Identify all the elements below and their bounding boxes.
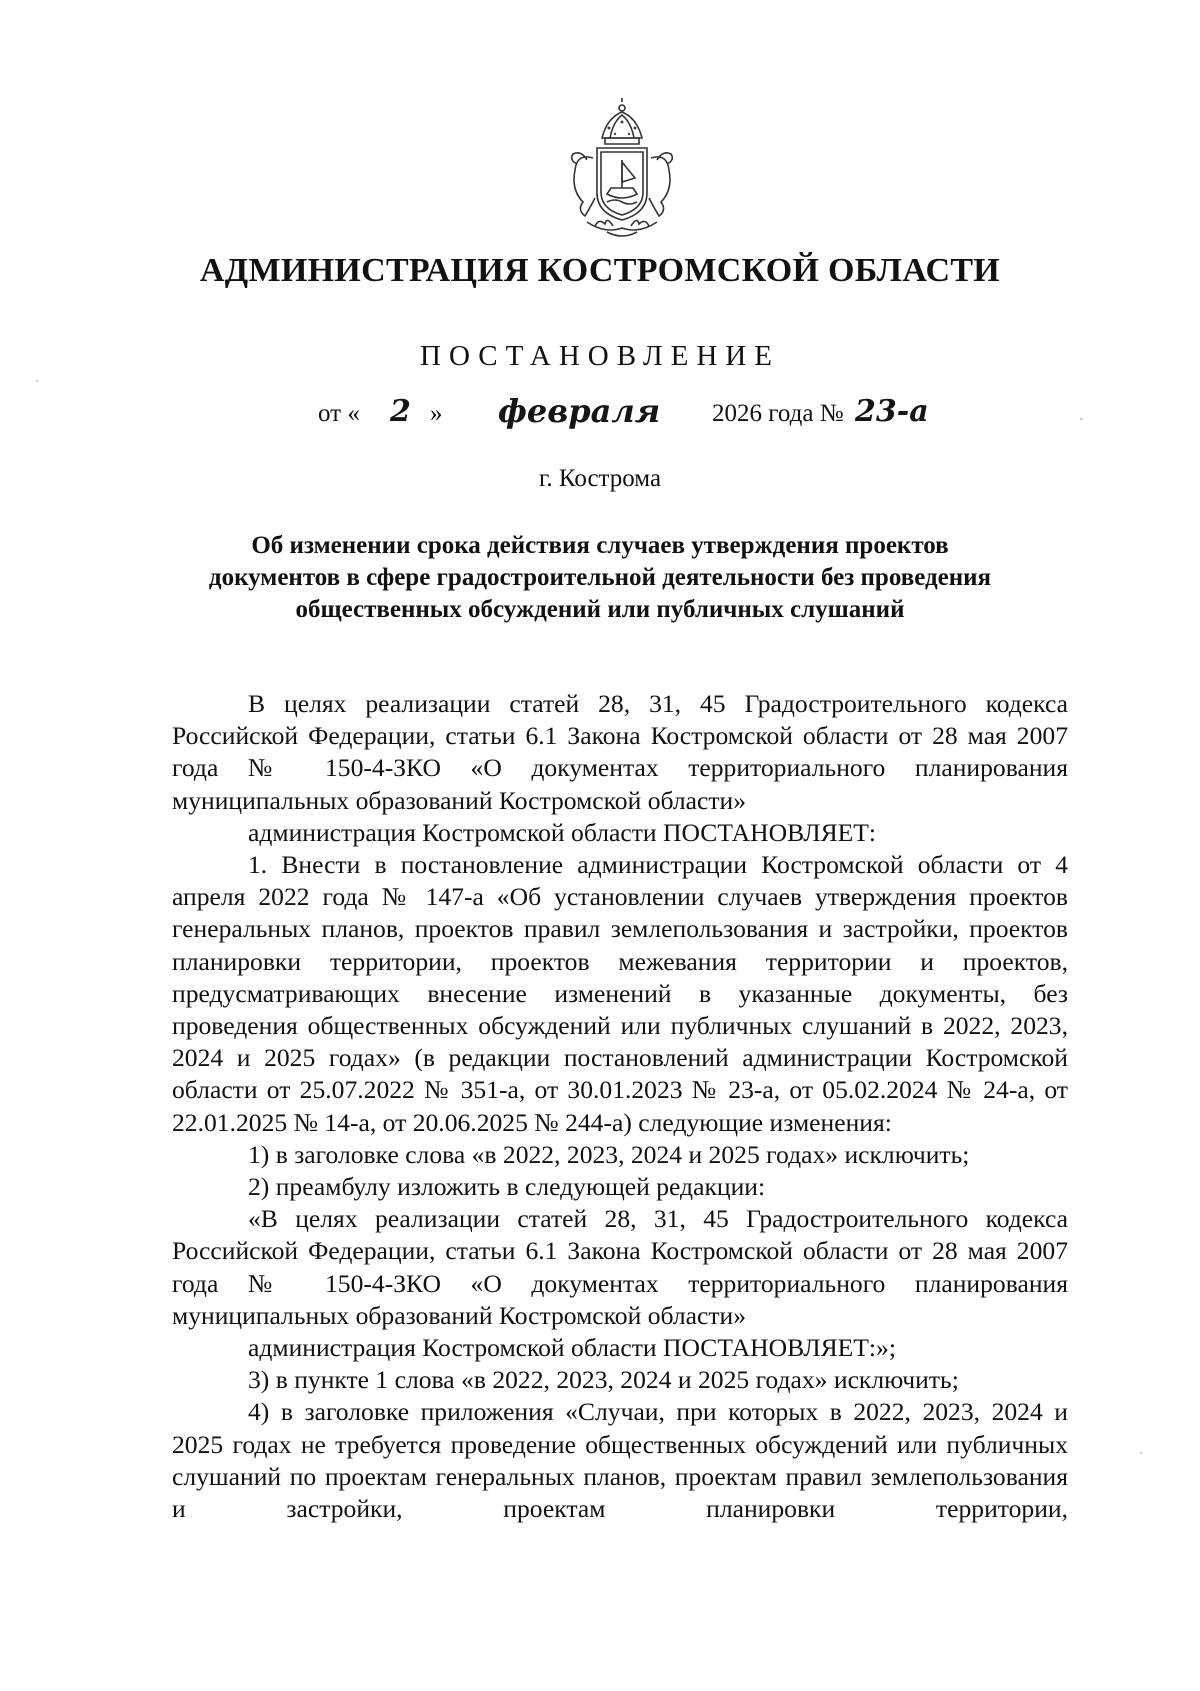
preamble-paragraph: В целях реализации статей 28, 31, 45 Градостроительного кодекса Российской Федерации, статьи 6.1 Закона Костромской области от 28 мая 2007 года № 150-4-ЗКО «О документах территориального планирования муниципальных образований Костромской области» — [172, 689, 1068, 815]
scan-speck — [1080, 418, 1083, 420]
subitem-2-paragraph: 2) преамбулу изложить в следующей редакции: — [248, 1172, 766, 1202]
date-number-line — [0, 392, 1200, 450]
title-line: общественных обсуждений или публичных слушаний — [295, 596, 905, 623]
coat-of-arms-emblem — [547, 98, 697, 246]
date-prefix: от « — [318, 400, 360, 427]
authority-name: АДМИНИСТРАЦИЯ КОСТРОМСКОЙ ОБЛАСТИ — [199, 252, 1001, 289]
subitem-4-paragraph: 4) в заголовке приложения «Случаи, при которых в 2022, 2023, 2024 и 2025 годах не требуется проведение общественных обсуждений или публичных слушаний по проектам генеральных планов, проектам правил землепользования и застройки, проектам планировки территории, — [172, 1397, 1068, 1524]
handwritten-number: 23-а — [855, 394, 929, 429]
title-line: Об изменении срока действия случаев утверждения проектов — [251, 532, 949, 559]
item-1-paragraph: 1. Внести в постановление администрации Костромской области от 4 апреля 2022 года № 147-а «Об установлении случаев утверждения проектов генеральных планов, проектов правил землепользования и застройки, проектов планировки территории, проектов межевания территории и проектов, предусматривающих внесение изменений в указанные документы, без проведения общественных обсуждений или публичных слушаний в 2022, 2023, 2024 и 2025 годах» (в редакции постановлений администрации Костромской области от 25.07.2022 № 351-а, от 30.01.2023 № 23-а, от 05.02.2024 № 24-а, от 22.01.2025 № 14-а, от 20.06.2025 № 244-а) следующие изменения: — [172, 850, 1068, 1137]
new-resolves-paragraph: администрация Костромской области ПОСТАНОВЛЯЕТ:»; — [248, 1333, 896, 1363]
subitem-3-paragraph: 3) в пункте 1 слова «в 2022, 2023, 2024 и 2025 годах» исключить; — [248, 1365, 959, 1395]
scan-speck — [36, 380, 38, 382]
scan-speck — [1140, 1452, 1142, 1454]
document-body — [172, 688, 1068, 1525]
city: г. Кострома — [538, 465, 662, 492]
new-preamble-paragraph: «В целях реализации статей 28, 31, 45 Градостроительного кодекса Российской Федерации, статьи 6.1 Закона Костромской области от 28 мая 2007 года № 150-4-ЗКО «О документах территориального планирования муниципальных образований Костромской области» — [172, 1204, 1068, 1330]
title-line: документов в сфере градостроительной деятельности без проведения — [208, 564, 992, 591]
document-type: ПОСТАНОВЛЕНИЕ — [420, 340, 780, 372]
document-title — [150, 530, 1050, 626]
resolves-paragraph: администрация Костромской области ПОСТАНОВЛЯЕТ: — [248, 817, 877, 847]
date-day-suffix: » — [430, 400, 443, 427]
handwritten-day: 2 — [390, 394, 411, 429]
handwritten-month: февраля — [498, 392, 661, 430]
subitem-1-paragraph: 1) в заголовке слова «в 2022, 2023, 2024 и 2025 годах» исключить; — [248, 1139, 970, 1169]
date-year-number: 2026 года № — [712, 400, 844, 427]
